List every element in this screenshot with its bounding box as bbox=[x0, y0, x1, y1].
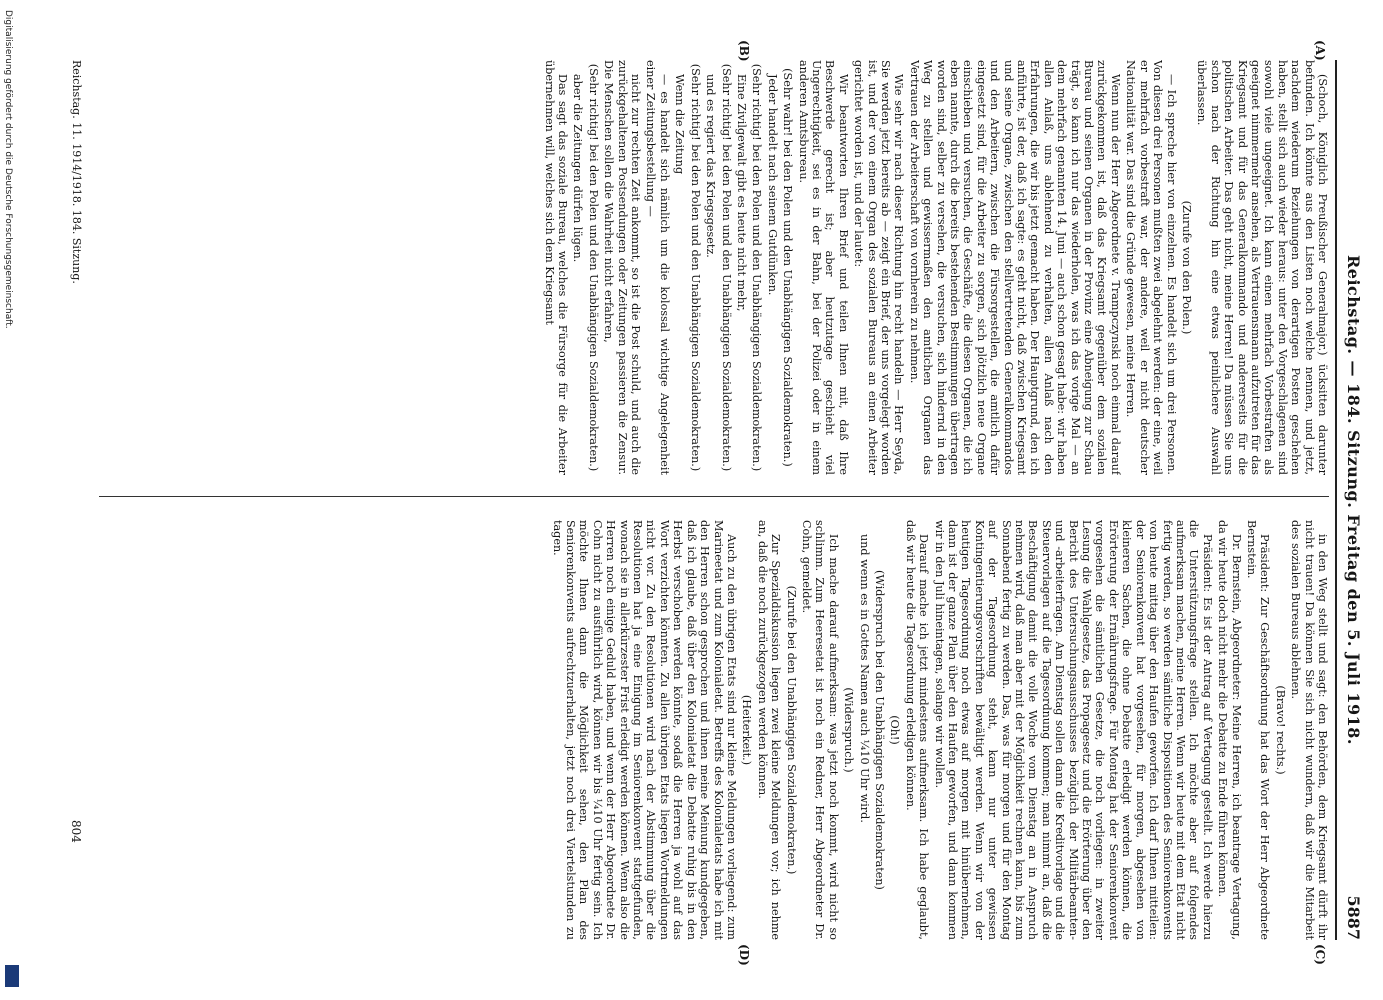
paragraph: (Sehr wahr! bei den Polen und den Unabhängigen Sozialdemokraten.) bbox=[781, 68, 795, 467]
paragraph: (Zurufe von den Polen.) bbox=[1179, 200, 1193, 335]
paragraph: (Widerspruch bei den Unabhängigen Sozialdemokraten) bbox=[873, 570, 886, 890]
paragraph: (Oh!) bbox=[888, 715, 902, 745]
paragraph: Wir beantworten Ihren Brief und teilen Ihnen mit, daß Ihre Beschwerde gerecht ist; aber heutzutage geschieht viel Ungerechtigkeit, sei es in der Bahn, bei der Polizei oder in einem anderen Amtsbureau. bbox=[796, 60, 850, 475]
section-marker-a: (A) bbox=[1313, 40, 1327, 61]
paragraph: — Ich spreche hier von einzelnen. Es handelt sich um drei Personen. Von diesen drei Personen mußten zwei abgelehnt werden: der eine, weil er mehrfach vorbestraft war, der andere, weil er nicht deutscher Nationalität war. Das sind die Gründe gewesen, meine Herren. bbox=[1124, 60, 1178, 475]
digitization-credit: Digitalisierung gefördert durch die Deutsche Forschungsgemeinschaft. bbox=[3, 10, 13, 329]
page-header bbox=[1335, 60, 1363, 940]
paragraph: (Heiterkeit.) bbox=[740, 694, 754, 766]
right-column bbox=[89, 520, 1329, 940]
section-marker-d: (D) bbox=[737, 944, 751, 966]
header-title: Reichstag. — 184. Sitzung. Freitag den 5. Juli 1918. bbox=[1344, 255, 1363, 745]
paragraph: Wenn nun der Herr Abgeordnete v. Trampczynski noch einmal darauf zurückgekommen ist, daß das Kriegsamt gegenüber dem sozialen Bureau und seinen Organen in der Provinz eine Abneigung zur Schau trägt, so kann ich nur das wiederholen, was ich das vorige Mal — an dem mehrfach genannten 14. Juni — auch schon gesagt habe: wir haben allen Anlaß, uns ablehnend zu verhalten, allen Anlaß nach den Erfahrungen, die wir bis jetzt gemacht haben. Der Hauptgrund, den ich anführte, ist der, daß ich sagte: es geht nicht, daß zwischen Kriegsamt und seine Organe, zwischen den stellvertretenden Generalkommandos und den Arbeitern, zwischen die Fürsorgestellen, die amtlich dafür eingesetzt sind, für die Arbeiter zu sorgen, sich plötzlich neue Organe einschieben und versuchen, die Geschäfte, die diesen Organen, die ich eben nannte, durch die bereits bestehenden Bestimmungen übertragen worden sind, selber zu versehen, die versuchen, sich hindernd in den Weg zu stellen und gewissermaßen den amtlichen Organen das Vertrauen der Arbeiterschaft von vornherein zu nehmen. bbox=[907, 60, 1122, 475]
paragraph: Ich mache darauf aufmerksam: was jetzt noch kommt, wird nicht so schlimm. Zum Heeresetat ist noch ein Redner, Herr Abgeordneter Dr. Cohn, gemeldet. bbox=[799, 520, 840, 940]
paragraph: aber die Zeitungen dürfen lügen. bbox=[571, 74, 585, 263]
paragraph: nicht zur rechten Zeit ankommt, so ist die Post schuld, und auch die zurückgehaltenen Postsendungen oder Zeitungen passieren die Zensur. Die Menschen sollen die Wahrheit nicht erfahren, bbox=[602, 60, 643, 475]
paragraph: Darauf mache ich jetzt mindestens aufmerksam. Ich habe geglaubt, daß wir heute die Tagesordnung erledigen können. bbox=[903, 520, 931, 940]
paragraph: (Widerspruch.) bbox=[842, 687, 856, 773]
paragraph: (Sehr richtig! bei den Polen und den Unabhängigen Sozialdemokraten.) bbox=[586, 63, 600, 472]
paragraph: Dr. Bernstein, Abgeordneter: Meine Herren, ich beantrage Vertagung, da wir heute doch nicht mehr die Debatte zu Ende führen können. bbox=[1216, 520, 1243, 940]
dfg-logo bbox=[5, 965, 19, 987]
paragraph: Jeder handelt nach seinem Gutdünken. bbox=[765, 74, 779, 296]
paragraph: Wenn die Zeitung bbox=[673, 74, 687, 175]
paragraph: und wenn es in Gottes Namen auch ¼10 Uhr wird. bbox=[857, 534, 871, 823]
paragraph: Präsident: Zur Geschäftsordnung hat das Wort der Herr Abgeordnete Bernstein. bbox=[1244, 520, 1272, 940]
paragraph: in den Weg stellt und sagt: den Behörden, dem Kriegsamt dürft ihr nicht trauen! Da können Sie sich nicht wundern, daß wir die Mitarbeit des sozialen Bureaus ablehnen. bbox=[1289, 520, 1329, 940]
paragraph: (Sehr richtig! bei den Polen und den Unabhängigen Sozialdemokraten.) bbox=[688, 63, 702, 472]
paragraph: (Sehr richtig! bei den Polen und den Unabhängigen Sozialdemokraten.) bbox=[719, 63, 733, 472]
section-marker-c: (C) bbox=[1313, 944, 1327, 965]
paragraph: — es handelt sich nämlich um die kolossal wichtige Angelegenheit einer Zeitungsbestellung — bbox=[644, 60, 671, 475]
left-column bbox=[89, 60, 1329, 475]
paragraph: und es regiert das Kriegsgesetz. bbox=[704, 74, 718, 258]
paragraph: Eine Zivilgewalt gibt es heute nicht mehr, bbox=[734, 74, 748, 312]
paragraph: (Bravo! rechts.) bbox=[1273, 685, 1287, 775]
paragraph: (Sehr richtig! bei den Polen und den Unabhängigen Sozialdemokraten.) bbox=[750, 63, 764, 472]
paragraph: (Zurufe bei den Unabhängigen Sozialdemokraten.) bbox=[784, 585, 798, 875]
paragraph: Wie sehr wir nach dieser Richtung hin recht handeln — Herr Seyda, Sie werden jetzt bereits ab — zeigt ein Brief, der uns vorgelegt worden ist, und der von einem Organ des sozialen Bureaus an einen Arbeiter gerichtet worden ist, und der lautet: bbox=[852, 60, 906, 475]
paragraph: Präsident: Es ist der Antrag auf Vertagung gestellt. Ich werde hierzu die Unterstützungsfrage stellen. Ich möchte aber auf folgendes aufmerksam machen, meine Herren. Wenn wir heute mit dem Etat nicht fertig werden, so werden sämtliche Dispositionen des Seniorenkonvents von heute mittag über den Haufen geworfen. Ich darf Ihnen mitteilen: der Seniorenkonvent hat vorgesehen, für morgen, abgesehen von kleineren Sachen, die ohne Debatte erledigt werden können, die Erörterung der Ernährungsfrage. Für Montag hat der Seniorenkonvent vorgesehen die sämtlichen Gesetze, die noch vorliegen: in zweiter Lesung die Wahlgesetze, das Propagesetz und die Erörterung über den Bericht des Untersuchungsausschusses bezüglich der Militärbeamten- und -arbeiterfragen. Am Dienstag sollen dann die Kreditvorlage und die Steuervorlagen auf die Tagesordnung kommen; man nimmt an, daß die Beschäftigung damit die volle Woche vom Dienstag an in Anspruch nehmen wird, daß man aber mit der Möglichkeit rechnen kann, bis zum Sonnabend fertig zu werden. Das, was für morgen und für den Montag auf der Tagesordnung steht, kann nur unter gewissen Kontingentierungsvorschriften bewältigt werden. Wenn wir von der heutigen Tagesordnung noch etwas auf morgen mit hinübernehmen, dann ist der ganze Plan über den Haufen geworfen, und dann kommen wir in den Juli hineintagen, solange wir wollen. bbox=[932, 520, 1214, 940]
paragraph: Zur Spezialdiskussion liegen zwei kleine Meldungen vor; ich nehme an, daß die noch zurückgezogen werden können. bbox=[755, 520, 783, 940]
paragraph: Auch zu den übrigen Etats sind nur kleine Meldungen vorliegend: zum Marineetat und zum Kolonialetat. Betreffs des Kolonialetats habe ich mit den Herren schon gesprochen und ihnen meine Meinung kundgegeben, daß ich glaube, daß über den Kolonialetat die Debatte ruhig bis in den Herbst verschoben werden könnte, sodaß die Herren ja wohl auf das Wort verzichten könnten. Zu allen übrigen Etats liegen Wortmeldungen nicht vor. Zu den Resolutionen wird nach der Abstimmung über die Resolutionen hat ja eine Einigung im Seniorenkonvent stattgefunden, wonach sie in allerkürzester Frist erledigt werden können. Wenn also die Herren noch einige Geduld haben, und wenn der Herr Abgeordnete Dr. Cohn nicht zu ausführlich wird, können wir bis ¼10 Uhr fertig sein. Ich möchte Ihnen dann die Möglichkeit sehen, den Plan des Seniorenkonvents aufrechtzuerhalten, jetzt noch drei Viertelstunden zu tagen. bbox=[550, 520, 738, 940]
footer-number: 804 bbox=[69, 820, 83, 843]
page-number: 5887 bbox=[1344, 895, 1363, 940]
paragraph: Das sagt das soziale Bureau, welches die Fürsorge für die Arbeiter übernehmen will, welches sich dem Kriegsamt bbox=[542, 60, 570, 475]
footer-signature: Reichstag. 11. 1914/1918. 184. Sitzung. bbox=[70, 60, 83, 284]
column-divider bbox=[99, 496, 1329, 497]
paragraph: (Schoch, Königlich Preußischer Generalmajor.) ücksitten darunter befunden. Ich könnte aus den Listen noch welche nennen, und jetzt, nachdem wiederum Beziehungen von derartigen Posten geschehen haben, stellt sich auch wieder heraus: unter den Vorgeschlagenen sind sowohl viele ungeeignet. Ich kann einen mehrfach Vorbestraften als geeignet nimmermehr ansehen, als Vertrauensmann aufzutreten für das Kriegsamt und für das Generalkommando und andererseits für die politischen Arbeiter. Das geht nicht, meine Herren! Da müssen Sie uns schon nach der Richtung hin eine etwas peinlichere Auswahl überlassen. bbox=[1195, 60, 1329, 475]
section-marker-b: (B) bbox=[737, 40, 751, 62]
